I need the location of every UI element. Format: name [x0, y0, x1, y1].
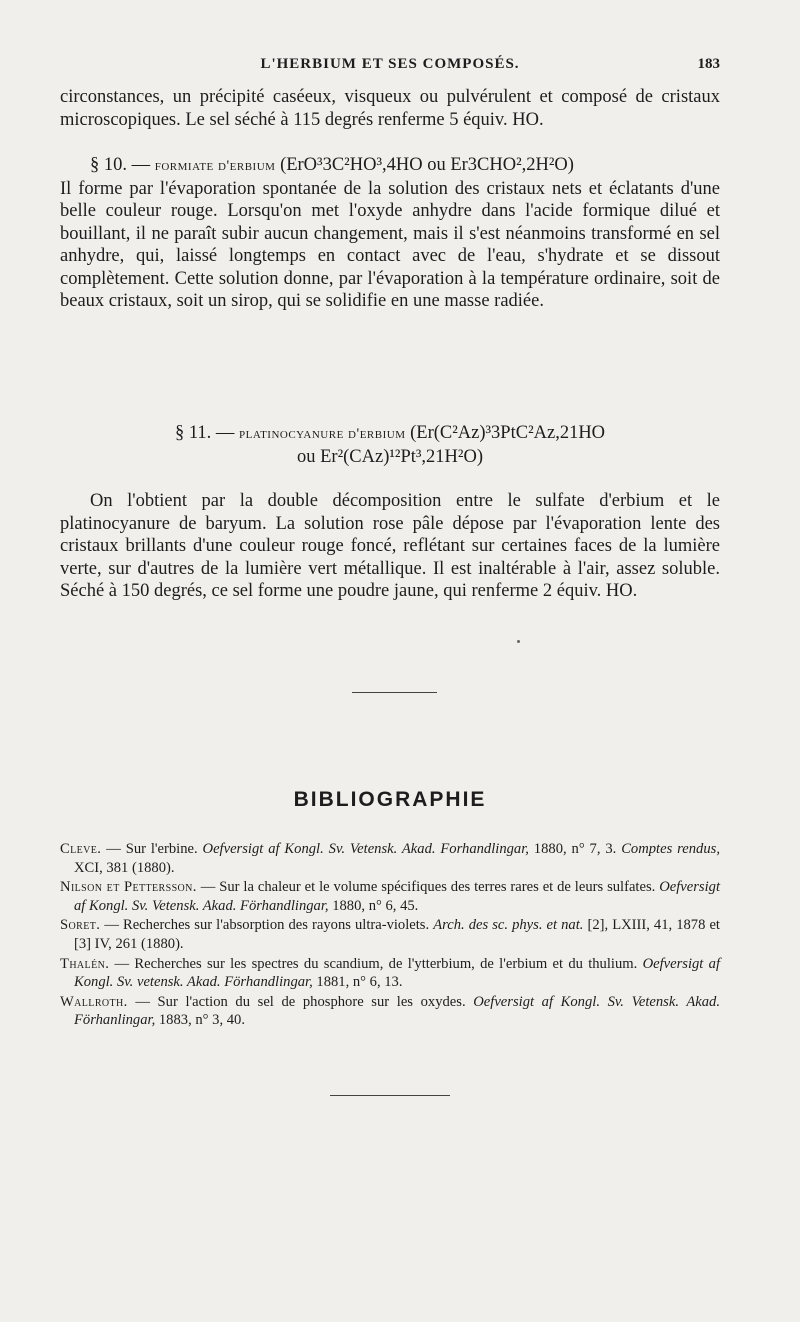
- entry-source: Oefversigt af Kongl. Sv. Vetensk. Akad. Förhandlingar,: [74, 879, 720, 914]
- bibliography-list: [60, 840, 720, 1031]
- section-heading: [60, 422, 720, 446]
- section-label: § 10. —: [90, 155, 155, 175]
- entry-author: Soret.: [60, 917, 101, 934]
- entry-author: Nilson et Pettersson.: [60, 879, 197, 896]
- paragraph-continuation: [60, 86, 720, 131]
- bibliography-entry: [60, 840, 720, 877]
- section-title: platinocyanure d'erbium: [239, 426, 406, 442]
- end-rule: [330, 1095, 450, 1096]
- bibliography-entry: [60, 878, 720, 915]
- bibliography-title: BIBLIOGRAPHIE: [293, 788, 487, 811]
- entry-source: Oefversigt af Kongl. Sv. vetensk. Akad. Förhandlingar,: [74, 955, 720, 991]
- section-formula: (ErO³3C²HO³,4HO ou Er3CHO²,2H²O): [275, 155, 574, 175]
- section-title: formiate d'erbium: [154, 158, 276, 174]
- bibliography-entry: [60, 955, 720, 992]
- entry-source: Oefversigt af Kongl. Sv. Vetensk. Akad. Förhanlingar,: [74, 993, 720, 1029]
- entry-text: — Sur la chaleur et le volume spécifiques des terres rares et de leurs sulfates.: [196, 879, 660, 896]
- entry-author: Wallroth.: [60, 993, 128, 1010]
- entry-author: Cleve.: [60, 841, 102, 857]
- entry-text: — Sur l'erbine.: [101, 841, 203, 857]
- section-10: [60, 154, 720, 313]
- bibliography-entry: [60, 993, 720, 1030]
- section-body: On l'obtient par la double décomposition entre le sulfate d'erbium et le platinocyanure de baryum. La solution rose pâle dépose par l'évaporation lente des cristaux brillants d'une couleur rouge foncé, reflétant sur certaines faces de la lumière verte, sur d'autres de la lumière vert métallique. Il est inaltérable à l'air, assez soluble. Séché à 150 degrés, ce sel forme une poudre jaune, qui renferme 2 équiv. HO.: [60, 491, 720, 601]
- entry-text: — Recherches sur les spectres du scandium, de l'ytterbium, de l'erbium et du thulium.: [109, 955, 643, 972]
- running-title: L'HERBIUM ET SES COMPOSÉS.: [260, 56, 520, 72]
- entry-text: — Sur l'action du sel de phosphore sur les oxydes.: [127, 993, 474, 1010]
- section-11: [60, 422, 720, 603]
- entry-details: 1880, n° 7, 3.: [528, 841, 622, 857]
- entry-details: 1880, n° 6, 45.: [328, 897, 419, 914]
- entry-author: Thalén.: [60, 955, 110, 972]
- section-body: Il forme par l'évaporation spontanée de la solution des cristaux nets et éclatants d'une belle couleur rouge. Lorsqu'on met l'oxyde anhydre dans l'acide formique dilué et bouillant, il ne paraît subir aucun changement, mais il s'est néanmoins transformé en sel anhydre, qui, laissé longtemps en contact avec de l'eau, s'hydrate et se dissout complètement. Cette solution donne, par l'évaporation à la température ordinaire, soit de beaux cristaux, soit un sirop, qui se solidifie en une masse radiée.: [60, 178, 720, 311]
- entry-details: 1881, n° 6, 13.: [312, 974, 403, 991]
- section-formula: (Er(C²Az)³3PtC²Az,21HO: [405, 423, 606, 443]
- section-formula-alt: ou Er²(CAz)¹²Pt³,21H²O): [297, 446, 483, 467]
- entry-details: [2], LXIII, 41, 1878 et [3] IV, 261 (1880).: [74, 917, 720, 952]
- paragraph-text: circonstances, un précipité caséeux, visqueux ou pulvérulent et composé de cristaux microscopiques. Le sel séché à 115 degrés renferme 5 équiv. HO.: [60, 87, 720, 130]
- entry-source: Arch. des sc. phys. et nat.: [433, 917, 584, 934]
- page-header: [60, 56, 720, 78]
- bibliography-entry: [60, 916, 720, 953]
- separator-rule: [352, 692, 437, 693]
- entry-text: — Recherches sur l'absorption des rayons ultra-violets.: [100, 917, 434, 934]
- ink-dot: [517, 640, 520, 643]
- entry-source: Comptes rendus,: [621, 841, 720, 857]
- entry-details: 1883, n° 3, 40.: [155, 1012, 245, 1029]
- page-number: 183: [697, 56, 720, 72]
- entry-details: XCI, 381 (1880).: [74, 859, 175, 876]
- entry-source: Oefversigt af Kongl. Sv. Vetensk. Akad. Forhandlingar,: [202, 841, 529, 857]
- section-heading: [60, 154, 720, 178]
- section-label: § 11. —: [174, 423, 240, 443]
